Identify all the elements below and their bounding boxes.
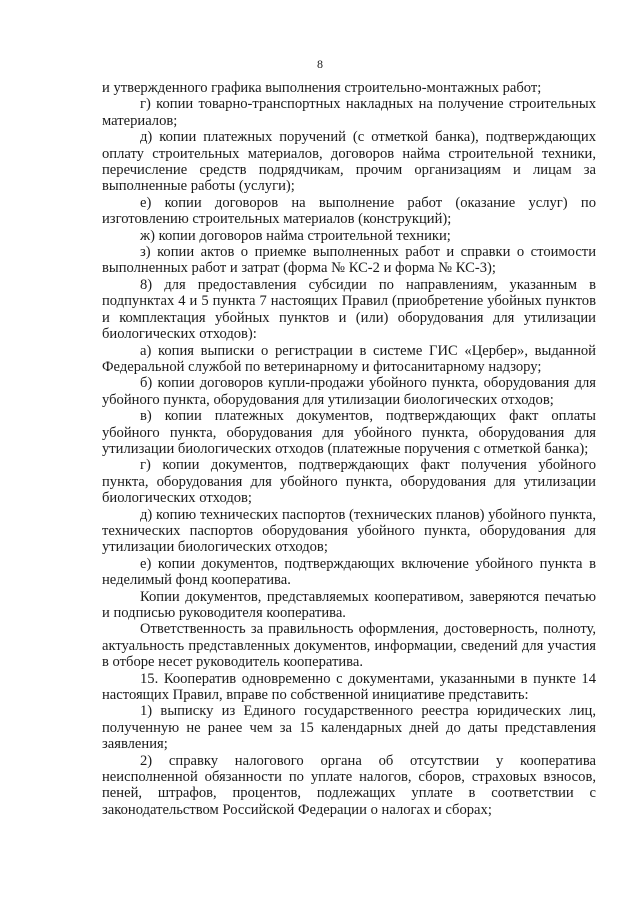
paragraph: е) копии документов, подтверждающих включение убойного пункта в неделимый фонд кооператива. bbox=[102, 555, 596, 589]
document-body bbox=[102, 80, 596, 818]
paragraph: г) копии товарно-транспортных накладных на получение строительных материалов; bbox=[102, 96, 596, 129]
paragraph: з) копии актов о приемке выполненных работ и справки о стоимости выполненных работ и затрат (форма № КС-2 и форма № КС-3); bbox=[102, 244, 596, 277]
paragraph: е) копии договоров на выполнение работ (оказание услуг) по изготовлению строительных материалов (конструкций); bbox=[102, 194, 596, 228]
paragraph: 1) выписку из Единого государственного реестра юридических лиц, полученную не ранее чем за 15 календарных дней до даты представления заявления; bbox=[102, 703, 596, 753]
paragraph: Ответственность за правильность оформления, достоверность, полноту, актуальность представленных документов, информации, сведений для участия в отборе несет руководитель кооператива. bbox=[102, 621, 596, 671]
paragraph: г) копии документов, подтверждающих факт получения убойного пункта, оборудования для убойного пункта, оборудования для утилизации биологических отходов; bbox=[102, 457, 596, 507]
paragraph: ж) копии договоров найма строительной техники; bbox=[140, 227, 451, 244]
paragraph: Копии документов, представляемых кооперативом, заверяются печатью и подписью руководителя кооператива. bbox=[102, 588, 596, 621]
paragraph: и утвержденного графика выполнения строительно-монтажных работ; bbox=[102, 80, 542, 96]
paragraph: а) копия выписки о регистрации в системе ГИС «Цербер», выданной Федеральной службой по ветеринарному и фитосанитарному надзору; bbox=[102, 342, 596, 375]
page-number: 8 bbox=[317, 57, 323, 71]
paragraph: б) копии договоров купли-продажи убойного пункта, оборудования для убойного пункта, оборудования для утилизации биологических отходов; bbox=[102, 375, 596, 408]
paragraph: 2) справку налогового органа об отсутствии у кооператива неисполненной обязанности по уплате налогов, сборов, страховых взносов, пеней, штрафов, процентов, подлежащих уплате в соответствии с законодательством Российской Федерации о налогах и сборах; bbox=[102, 752, 596, 818]
paragraph: д) копию технических паспортов (технических планов) убойного пункта, технических паспортов оборудования убойного пункта, оборудования для утилизации биологических отходов; bbox=[102, 506, 596, 556]
paragraph: в) копии платежных документов, подтверждающих факт оплаты убойного пункта, оборудования для убойного пункта, оборудования для утилизации биологических отходов (платежные поручения с отметкой банка); bbox=[102, 408, 596, 457]
paragraph: 15. Кооператив одновременно с документами, указанными в пункте 14 настоящих Правил, вправе по собственной инициативе представить: bbox=[102, 670, 596, 704]
paragraph: д) копии платежных поручений (с отметкой банка), подтверждающих оплату строительных материалов, договоров найма строительной техники, перечисление средств подрядчикам, прочим организациям и лицам за выполненные работы (услуги); bbox=[102, 129, 596, 195]
paragraph: 8) для предоставления субсидии по направлениям, указанным в подпунктах 4 и 5 пункта 7 настоящих Правил (приобретение убойных пунктов и комплектация убойных пунктов и (или) оборудования для утилизации биологических отходов): bbox=[102, 276, 596, 343]
